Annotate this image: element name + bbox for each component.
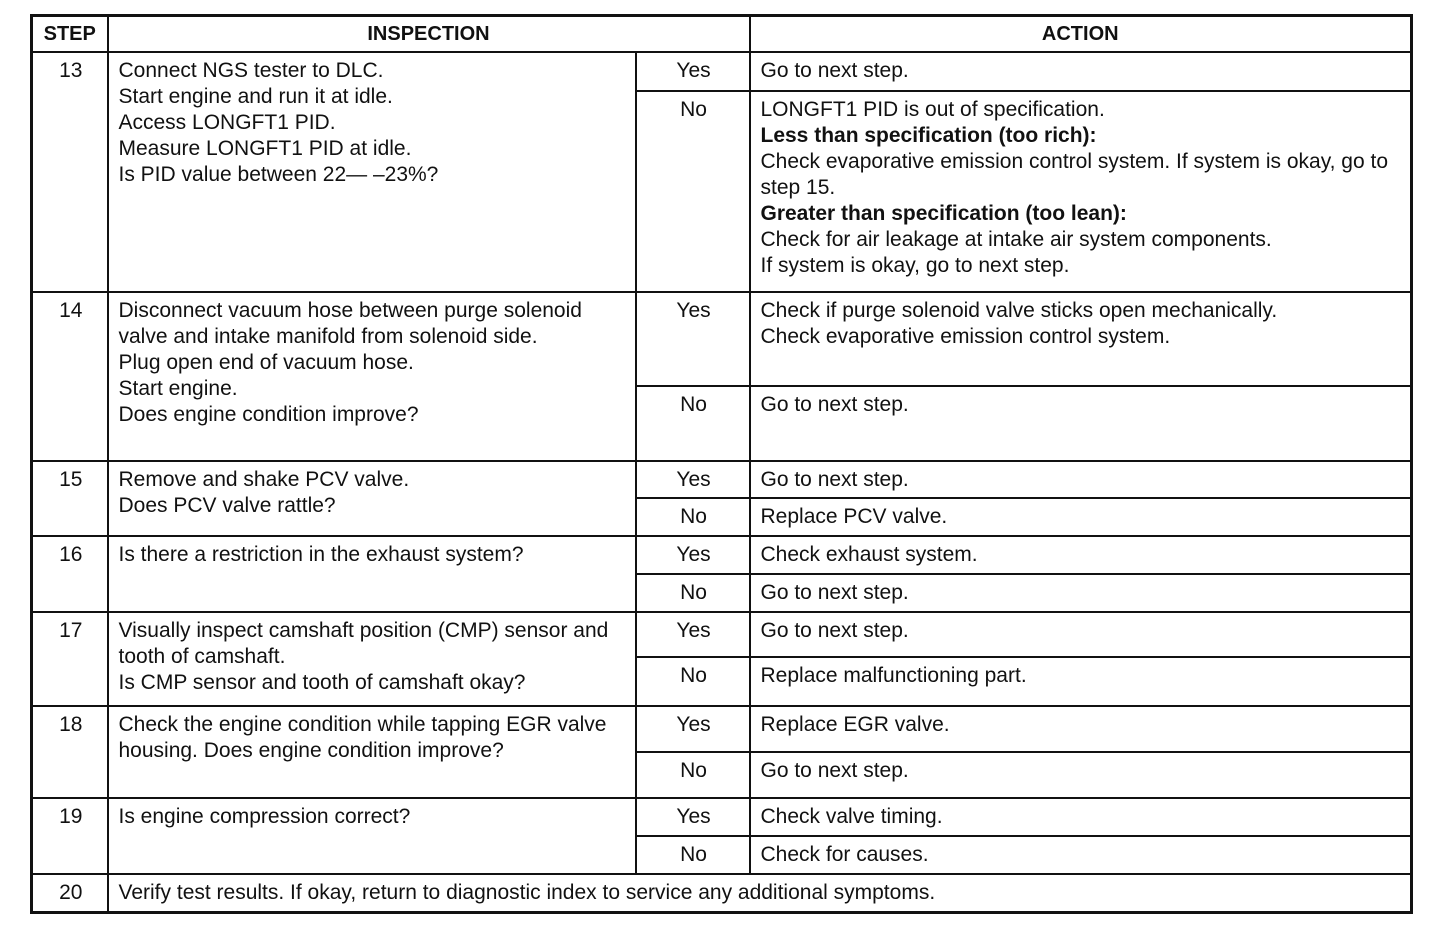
action-line: Replace malfunctioning part. (760, 664, 1027, 688)
inspection-line: Measure LONGFT1 PID at idle. (118, 137, 412, 160)
inspection-cell (108, 536, 636, 612)
action-line: Replace PCV valve. (760, 504, 948, 528)
action-line: Check if purge solenoid valve sticks open mechanically. (760, 298, 1278, 322)
answer-yes: Yes (636, 461, 750, 498)
action-cell (750, 52, 1412, 91)
final-instruction: Verify test results. If okay, return to diagnostic index to service any additional symptoms. (108, 874, 1412, 912)
step-number: 19 (32, 798, 108, 874)
action-cell (750, 574, 1412, 612)
inspection-line: Does engine condition improve? (118, 402, 419, 426)
action-cell (750, 836, 1412, 874)
step-number: 18 (32, 706, 108, 798)
inspection-cell (108, 798, 636, 874)
action-line: Go to next step. (760, 393, 909, 417)
step-header: STEP (32, 16, 108, 53)
inspection-cell (108, 292, 636, 461)
step-18-yes-row (32, 706, 1412, 752)
answer-yes: Yes (636, 52, 750, 91)
step-number: 15 (32, 461, 108, 536)
action-cell (750, 91, 1412, 292)
step-number: 17 (32, 612, 108, 705)
answer-no: No (636, 386, 750, 460)
action-line: Replace EGR valve. (760, 712, 950, 736)
answer-no: No (636, 574, 750, 612)
action-line-bold: Greater than specification (too lean): (760, 202, 1127, 226)
answer-yes: Yes (636, 612, 750, 657)
action-cell (750, 706, 1412, 752)
answer-yes: Yes (636, 706, 750, 752)
answer-no: No (636, 836, 750, 874)
action-line: Go to next step. (760, 581, 909, 605)
step-19-yes-row (32, 798, 1412, 836)
action-cell (750, 386, 1412, 460)
answer-no: No (636, 752, 750, 798)
step-number: 13 (32, 52, 108, 292)
inspection-line: Access LONGFT1 PID. (118, 111, 336, 134)
action-cell (750, 612, 1412, 657)
answer-no: No (636, 657, 750, 705)
action-cell (750, 752, 1412, 798)
inspection-cell (108, 706, 636, 798)
action-line: Go to next step. (760, 467, 909, 491)
step-20-row (32, 874, 1412, 912)
step-14-yes-row (32, 292, 1412, 386)
inspection-line: Remove and shake PCV valve. (118, 467, 410, 491)
action-cell (750, 657, 1412, 705)
answer-no: No (636, 498, 750, 536)
action-line: Check valve timing. (760, 804, 943, 828)
inspection-line: Is CMP sensor and tooth of camshaft okay? (118, 671, 526, 695)
action-cell (750, 798, 1412, 836)
action-line: LONGFT1 PID is out of specification. (760, 98, 1105, 122)
answer-yes: Yes (636, 536, 750, 574)
action-line: Check for causes. (760, 843, 929, 867)
action-cell (750, 292, 1412, 386)
inspection-line: Start engine and run it at idle. (118, 85, 393, 108)
step-number: 16 (32, 536, 108, 612)
step-number: 14 (32, 292, 108, 461)
action-line: Check evaporative emission control system. If system is okay, go to step 15. (760, 150, 1389, 200)
action-cell (750, 536, 1412, 574)
action-line: Go to next step. (760, 619, 909, 643)
action-line: If system is okay, go to next step. (760, 254, 1070, 278)
answer-yes: Yes (636, 292, 750, 386)
inspection-line: Plug open end of vacuum hose. (118, 350, 414, 374)
diagnostic-table (30, 14, 1413, 914)
inspection-line: Start engine. (118, 376, 238, 400)
inspection-cell (108, 612, 636, 705)
inspection-line: Check the engine condition while tapping EGR valve housing. Does engine condition improve? (118, 712, 607, 762)
answer-yes: Yes (636, 798, 750, 836)
inspection-line: Connect NGS tester to DLC. (118, 59, 384, 82)
inspection-line: Does PCV valve rattle? (118, 493, 336, 517)
inspection-line: Disconnect vacuum hose between purge solenoid valve and intake manifold from solenoid side. (118, 298, 582, 348)
step-15-yes-row (32, 461, 1412, 498)
step-16-yes-row (32, 536, 1412, 574)
step-number: 20 (32, 874, 108, 912)
answer-no: No (636, 91, 750, 292)
action-line: Check exhaust system. (760, 542, 978, 566)
inspection-cell (108, 52, 636, 292)
inspection-line: Visually inspect camshaft position (CMP) sensor and tooth of camshaft. (118, 619, 609, 669)
action-cell (750, 461, 1412, 498)
action-cell (750, 498, 1412, 536)
inspection-line: Is there a restriction in the exhaust system? (118, 542, 524, 566)
action-header: ACTION (750, 16, 1412, 53)
header-row (32, 16, 1412, 53)
inspection-cell (108, 461, 636, 536)
inspection-header: INSPECTION (108, 16, 750, 53)
action-line: Go to next step. (760, 59, 909, 82)
action-line: Check for air leakage at intake air system components. (760, 228, 1272, 252)
inspection-line: Is PID value between 22— –23%? (118, 163, 439, 186)
action-line-bold: Less than specification (too rich): (760, 124, 1097, 148)
action-line: Check evaporative emission control system. (760, 324, 1171, 348)
action-line: Go to next step. (760, 758, 909, 782)
step-13-yes-row (32, 52, 1412, 91)
inspection-line: Is engine compression correct? (118, 804, 411, 828)
step-17-yes-row (32, 612, 1412, 657)
